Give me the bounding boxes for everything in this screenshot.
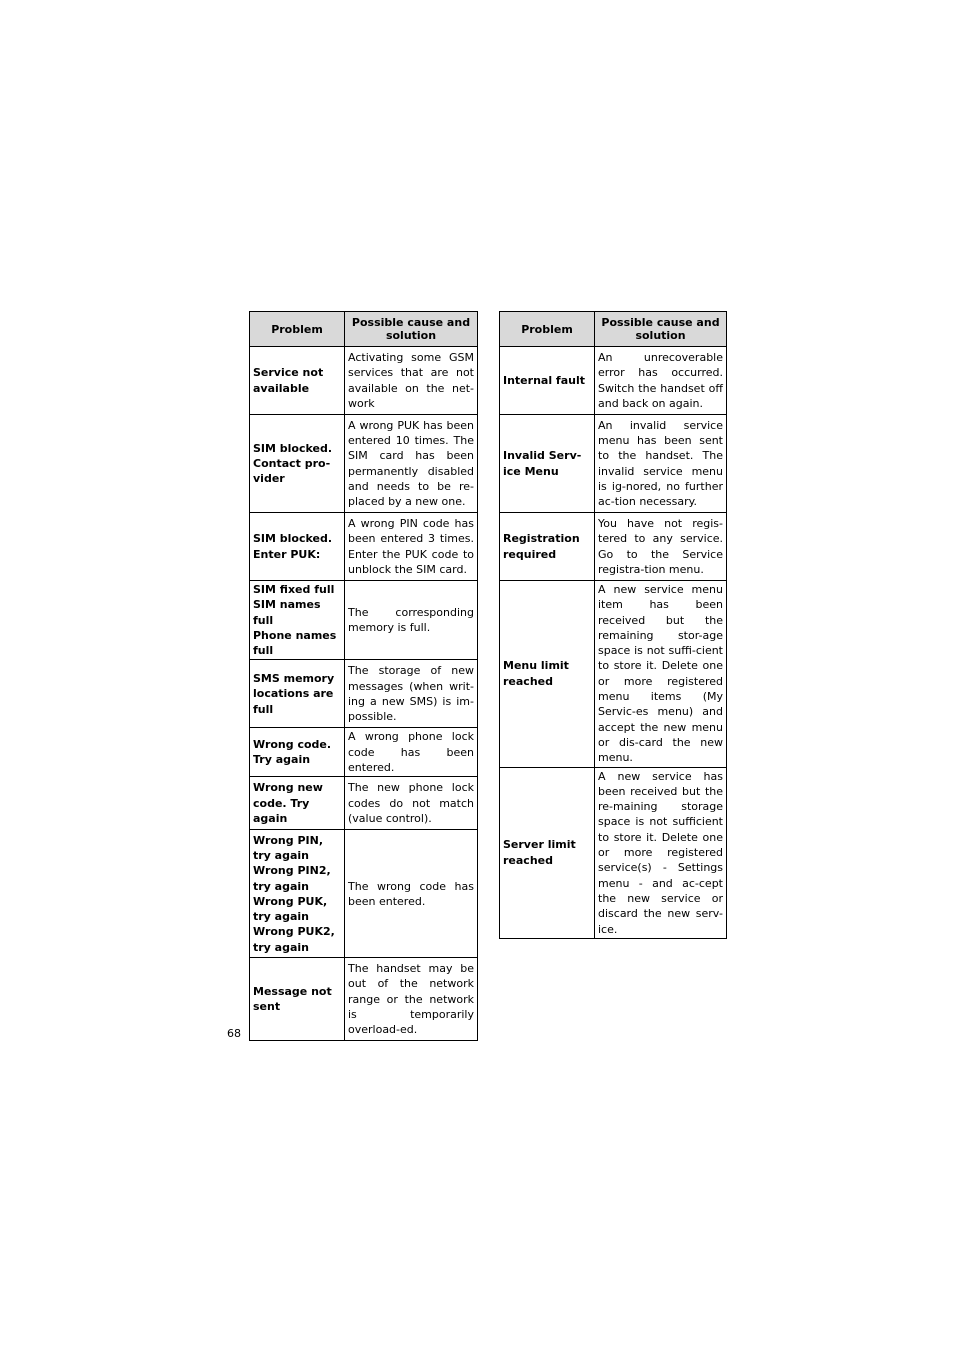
problem-line: Wrong new	[253, 781, 323, 795]
problem-line: Wrong code.	[253, 738, 332, 752]
table-header-row	[500, 312, 727, 347]
problem-line: full	[253, 702, 274, 716]
problem-cell	[250, 347, 345, 415]
table-row	[500, 513, 727, 581]
table-row	[250, 830, 478, 958]
cause-cell: Activating some GSM services that are not available on the net-work	[345, 347, 478, 415]
header-problem: Problem	[250, 312, 345, 347]
problem-line: Wrong PIN,	[253, 833, 323, 847]
page-number: 68	[227, 1027, 241, 1040]
header-problem: Problem	[500, 312, 595, 347]
table-row	[500, 581, 727, 768]
problem-line: ice Menu	[503, 464, 559, 478]
problem-cell	[250, 958, 345, 1041]
table-row	[250, 728, 478, 777]
problem-cell	[250, 660, 345, 728]
problem-line: Server limit	[503, 838, 576, 852]
table-row	[500, 347, 727, 415]
problem-line: SMS memory	[253, 672, 335, 686]
problem-cell	[250, 728, 345, 777]
table-row	[500, 767, 727, 938]
cause-cell: The handset may be out of the network range or the network is temporarily overload-ed.	[345, 958, 478, 1041]
table-row	[250, 415, 478, 513]
cause-cell: A wrong PUK has been entered 10 times. The SIM card has been permanently disabled and needs to be re-placed by a new one.	[345, 415, 478, 513]
troubleshooting-table-right	[499, 311, 727, 939]
problem-line: again	[253, 812, 288, 826]
problem-line: code. Try	[253, 796, 310, 810]
problem-line: sent	[253, 1000, 281, 1014]
problem-cell	[500, 513, 595, 581]
problem-line: reached	[503, 674, 553, 688]
problem-line: Invalid Serv-	[503, 449, 582, 463]
problem-cell	[250, 581, 345, 660]
problem-line: vider	[253, 472, 285, 486]
problem-line: Message not	[253, 985, 332, 999]
problem-line: SIM blocked.	[253, 532, 333, 546]
problem-line: Enter PUK:	[253, 547, 321, 561]
problem-line: full	[253, 644, 274, 658]
problem-line: available	[253, 381, 310, 395]
table-row	[250, 660, 478, 728]
header-cause: Possible cause and solution	[345, 312, 478, 347]
problem-line: Internal fault	[503, 373, 585, 387]
problem-cell	[250, 830, 345, 958]
cause-cell: The wrong code has been entered.	[345, 830, 478, 958]
problem-line: Wrong PUK,	[253, 894, 328, 908]
cause-cell: The corresponding memory is full.	[345, 581, 478, 660]
problem-line: try again	[253, 848, 310, 862]
problem-line: Wrong PUK2,	[253, 925, 335, 939]
problem-cell	[500, 581, 595, 768]
problem-line: try again	[253, 910, 310, 924]
problem-line: try again	[253, 879, 310, 893]
problem-line: try again	[253, 940, 310, 954]
header-cause: Possible cause and solution	[595, 312, 727, 347]
cause-cell: An invalid service menu has been sent to the handset. The invalid service menu is ig-nored, no further ac-tion necessary.	[595, 415, 727, 513]
table-body	[500, 347, 727, 939]
cause-cell: The new phone lock codes do not match (value control).	[345, 777, 478, 830]
table-row	[250, 347, 478, 415]
problem-line: required	[503, 547, 557, 561]
cause-cell: An unrecoverable error has occurred. Switch the handset off and back on again.	[595, 347, 727, 415]
cause-cell: A new service menu item has been received but the remaining stor-age space is not suffi-cient to store it. Delete one or more registered menu items (My Servic-es menu) and accept the new menu or dis-card the new menu.	[595, 581, 727, 768]
problem-line: Wrong PIN2,	[253, 864, 331, 878]
table-body	[250, 347, 478, 1041]
cause-cell: The storage of new messages (when writ-ing a new SMS) is im-possible.	[345, 660, 478, 728]
problem-line: Try again	[253, 753, 311, 767]
problem-line: SIM names full	[253, 598, 321, 627]
problem-line: locations are	[253, 687, 334, 701]
table-row	[250, 777, 478, 830]
problem-cell	[500, 415, 595, 513]
problem-line: Contact pro-	[253, 456, 331, 470]
table-header-row	[250, 312, 478, 347]
table-row	[250, 513, 478, 581]
cause-cell: A wrong PIN code has been entered 3 times. Enter the PUK code to unblock the SIM card.	[345, 513, 478, 581]
problem-line: SIM blocked.	[253, 441, 333, 455]
problem-line: Menu limit	[503, 659, 569, 673]
problem-line: reached	[503, 853, 553, 867]
table-row	[250, 581, 478, 660]
problem-line: Phone names	[253, 628, 337, 642]
problem-cell	[500, 767, 595, 938]
table-row	[500, 415, 727, 513]
cause-cell: A new service has been received but the re-maining storage space is not sufficient to store it. Delete one or more registered service(s) - Settings menu - and ac-cept the new service or discard the new serv-ice.	[595, 767, 727, 938]
problem-cell	[250, 415, 345, 513]
cause-cell: You have not regis-tered to any service. Go to the Service registra-tion menu.	[595, 513, 727, 581]
troubleshooting-table-left	[249, 311, 478, 1041]
cause-cell: A wrong phone lock code has been entered.	[345, 728, 478, 777]
problem-cell	[500, 347, 595, 415]
problem-line: Registration	[503, 532, 580, 546]
table-row	[250, 958, 478, 1041]
problem-cell	[250, 777, 345, 830]
problem-line: Service not	[253, 366, 324, 380]
problem-cell	[250, 513, 345, 581]
problem-line: SIM fixed full	[253, 583, 335, 596]
